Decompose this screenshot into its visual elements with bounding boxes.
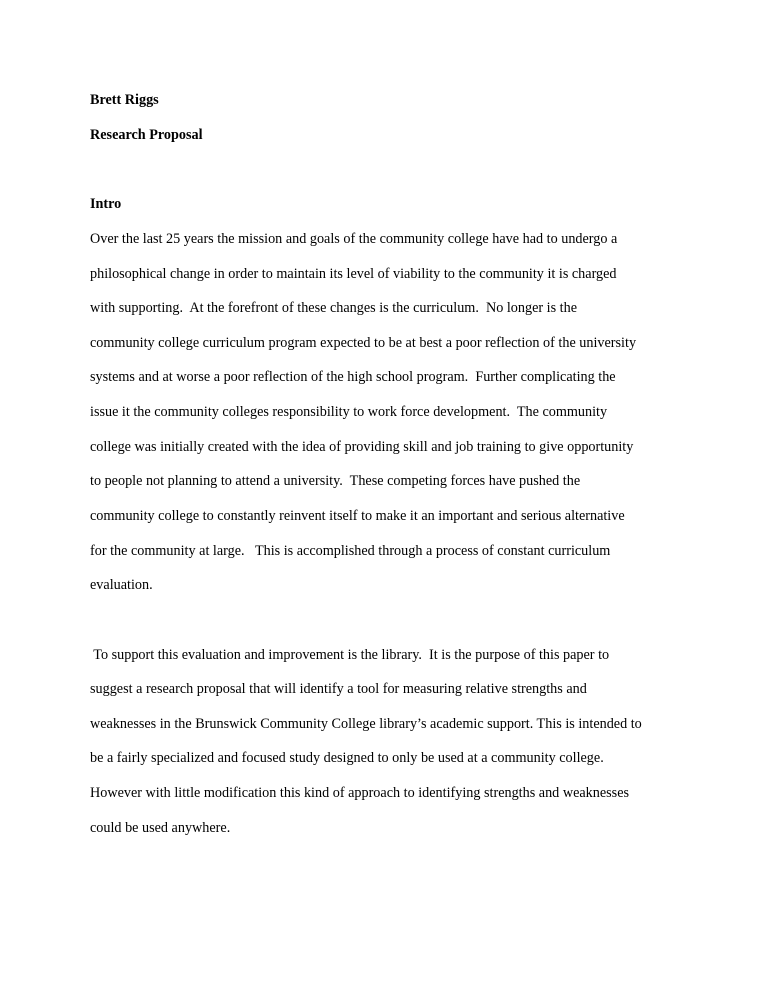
paragraph-line: could be used anywhere. [90,820,231,836]
section-heading: Intro [90,196,122,212]
author-name: Brett Riggs [90,92,159,108]
paragraph-line: To support this evaluation and improvement is the library. It is the purpose of this paper to [90,647,610,663]
paragraph-line: be a fairly specialized and focused study designed to only be used at a community college. [90,750,604,766]
paragraph-line: However with little modification this kind of approach to identifying strengths and weaknesses [90,785,630,801]
paragraph-line: weaknesses in the Brunswick Community College library’s academic support. This is intended to [90,716,642,732]
paragraph-line: with supporting. At the forefront of these changes is the curriculum. No longer is the [90,300,577,316]
paragraph-line: college was initially created with the idea of providing skill and job training to give opportunity [90,439,634,455]
paragraph-line: suggest a research proposal that will identify a tool for measuring relative strengths and [90,681,587,697]
paragraph-line: issue it the community colleges responsibility to work force development. The community [90,404,608,420]
document-type: Research Proposal [90,127,203,143]
paragraph-line: Over the last 25 years the mission and goals of the community college have had to undergo a [90,231,618,247]
paragraph-line: for the community at large. This is accomplished through a process of constant curriculum [90,543,611,559]
paragraph-line: community college curriculum program expected to be at best a poor reflection of the university [90,335,637,351]
paragraph-line: to people not planning to attend a university. These competing forces have pushed the [90,473,581,489]
paragraph-line: evaluation. [90,577,153,593]
paragraph-line: philosophical change in order to maintain its level of viability to the community it is charged [90,266,617,282]
paragraph-line: community college to constantly reinvent itself to make it an important and serious alternative [90,508,625,524]
paragraph-line: systems and at worse a poor reflection of the high school program. Further complicating the [90,369,616,385]
